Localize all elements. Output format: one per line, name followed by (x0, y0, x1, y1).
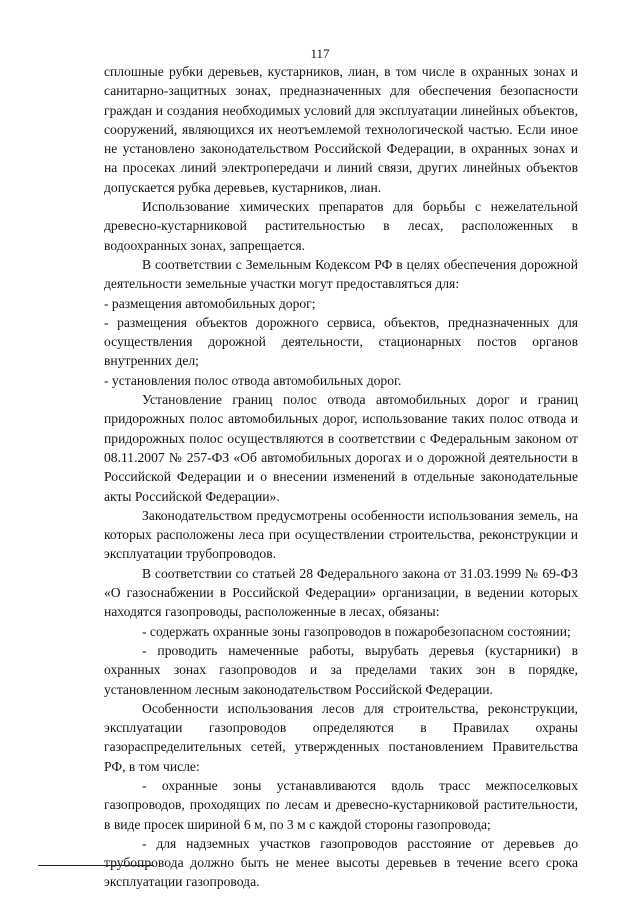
paragraph: - содержать охранные зоны газопроводов в пожаробезопасном состоянии; (142, 623, 571, 639)
paragraph: В соответствии со статьей 28 Федерального закона от 31.03.1999 № 69-ФЗ «О газоснабжении в Российской Федерации» организации, в ведении которых находятся газопроводы, расположенные в лесах, обязаны: (104, 565, 578, 620)
paragraph: сплошные рубки деревьев, кустарников, лиан, в том числе в охранных зонах и санитарно-защитных зонах, предназначенных для обеспечения безопасности граждан и создания необходимых условий для эксплуатации линейных объектов, сооружений, являющихся их неотъемлемой технологической частью. Если иное не установлено законодательством Российской Федерации, в охранных зонах и на просеках линий электропередачи и линий связи, других линейных объектов допускается рубка деревьев, кустарников, лиан. (104, 64, 578, 195)
paragraph: - охранные зоны устанавливаются вдоль трасс межпоселковых газопроводов, проходящих по лесам и древесно-кустарниковой растительности, в виде просек шириной 6 м, по 3 м с каждой стороны газопровода; (104, 777, 578, 832)
paragraph: Установление границ полос отвода автомобильных дорог и границ придорожных полос автомобильных дорог, использование таких полос отвода и придорожных полос осуществляются в соответствии с Федеральным законом от 08.11.2007 № 257-ФЗ «Об автомобильных дорогах и о дорожной деятельности в Российской Федерации и о внесении изменений в отдельные законодательные акты Российской Федерации». (104, 392, 578, 504)
paragraph: - для надземных участков газопроводов расстояние от деревьев до трубопровода должно быть не менее высоты деревьев в течение всего срока эксплуатации газопровода. (104, 835, 578, 890)
paragraph: - размещения автомобильных дорог; (104, 295, 316, 311)
paragraph: - проводить намеченные работы, вырубать деревья (кустарники) в охранных зонах газопроводов и за пределами таких зон в порядке, установленном лесным законодательством Российской Федерации. (104, 642, 578, 697)
paragraph: - размещения объектов дорожного сервиса, объектов, предназначенных для осуществления дорожной деятельности, стационарных постов органов внутренних дел; (104, 314, 578, 369)
text-body (104, 62, 578, 892)
paragraph: Особенности использования лесов для строительства, реконструкции, эксплуатации газопроводов определяются в Правилах охраны газораспределительных сетей, утвержденных постановлением Правительства РФ, в том числе: (104, 700, 578, 774)
paragraph: Использование химических препаратов для борьбы с нежелательной древесно-кустарниковой растительностью в лесах, расположенных в водоохранных зонах, запрещается. (104, 199, 578, 253)
page-number: 117 (310, 46, 330, 61)
footnote-rule (38, 865, 154, 866)
paragraph: Законодательством предусмотрены особенности использования земель, на которых расположены леса при осуществлении строительства, реконструкции и эксплуатации трубопроводов. (104, 507, 578, 562)
paragraph: В соответствии с Земельным Кодексом РФ в целях обеспечения дорожной деятельности земельные участки могут предоставляться для: (104, 256, 578, 292)
paragraph: - установления полос отвода автомобильных дорог. (104, 372, 402, 388)
